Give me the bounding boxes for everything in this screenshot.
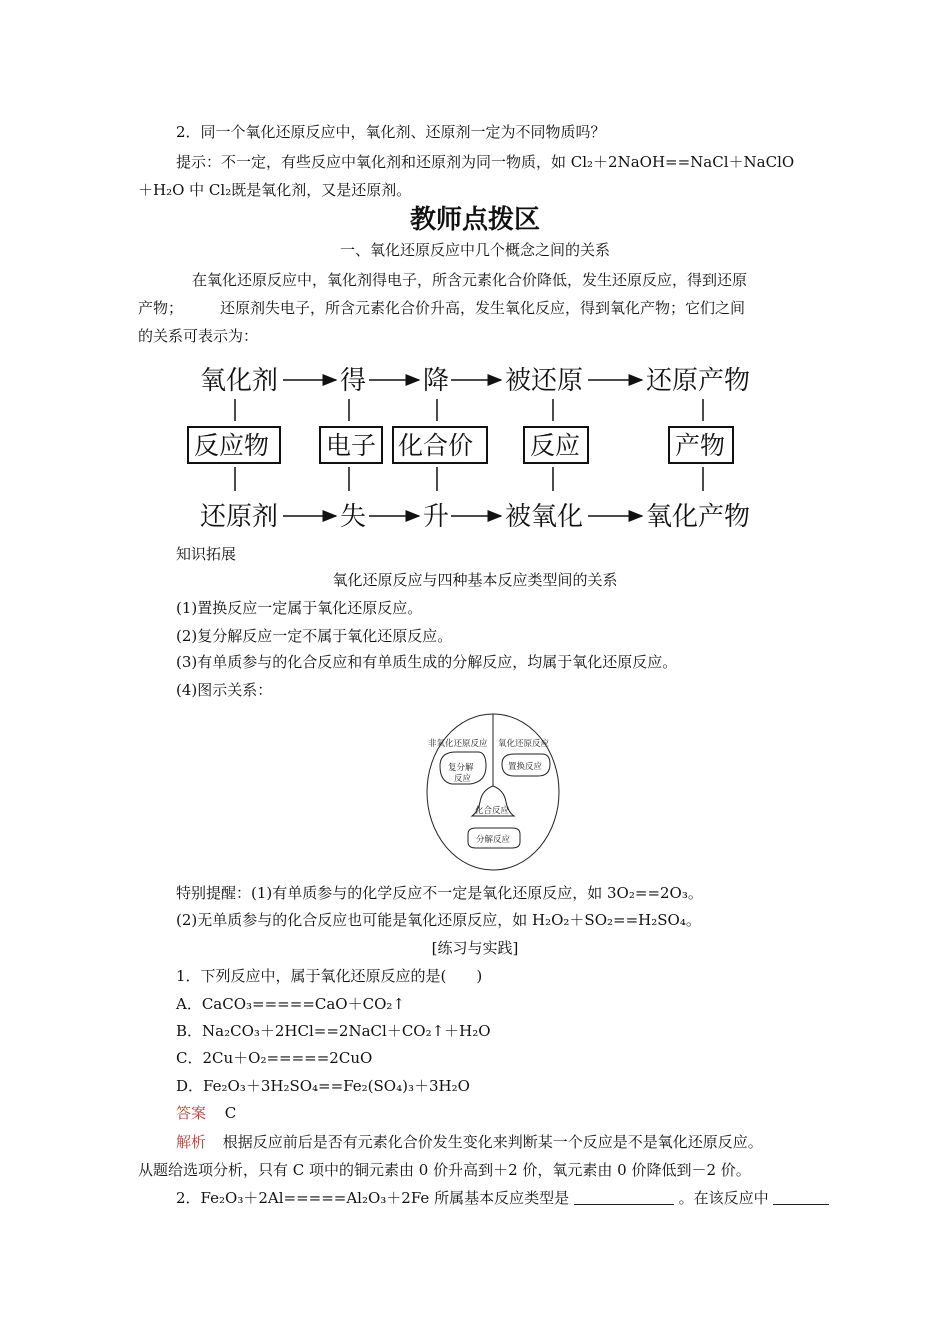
left-eye-label-2: 反应 — [454, 774, 472, 784]
right-arc-label: 氧化还原反应 — [498, 739, 550, 749]
top-label-1: 得 — [340, 366, 367, 396]
box-label-2: 化合价 — [398, 431, 474, 460]
right-eye-label: 置换反应 — [508, 762, 543, 772]
expansion-item: (2)复分解反应一定不属于氧化还原反应。 — [176, 627, 453, 645]
expansion-item: (1)置换反应一定属于氧化还原反应。 — [176, 599, 423, 617]
q1-option: A．CaCO₃=====CaO＋CO₂↑ — [176, 995, 405, 1013]
top-label-0: 氧化剂 — [200, 366, 279, 396]
note-line1: 特别提醒：(1)有单质参与的化学反应不一定是氧化还原反应，如 3O₂==2O₃。 — [176, 884, 703, 902]
top-label-4: 还原产物 — [646, 366, 751, 396]
q1-analysis-line2: 从题给选项分析，只有 C 项中的铜元素由 0 价升高到＋2 价，氧元素由 0 价降低到－2 价。 — [138, 1161, 751, 1179]
bottom-label-3: 被氧化 — [505, 502, 584, 532]
q1-option: B．Na₂CO₃＋2HCl==2NaCl＋CO₂↑＋H₂O — [176, 1022, 491, 1040]
bottom-label-2: 升 — [423, 502, 450, 532]
top-label-2: 降 — [423, 366, 450, 396]
expansion-label: 知识拓展 — [176, 545, 237, 563]
section-title: 教师点拨区 — [409, 205, 540, 235]
expansion-title: 氧化还原反应与四种基本反应类型间的关系 — [332, 571, 618, 589]
face-diagram — [418, 708, 568, 874]
prev-hint-line2: ＋H₂O 中 Cl₂既是氧化剂，又是还原剂。 — [138, 181, 412, 199]
q2-blank-2[interactable] — [773, 1190, 829, 1205]
q2-stem-a: 2．Fe₂O₃＋2Al=====Al₂O₃＋2Fe 所属基本反应类型是 — [176, 1189, 570, 1207]
box-label-3: 反应 — [530, 431, 581, 460]
bottom-label-0: 还原剂 — [200, 502, 279, 532]
q1-option: D．Fe₂O₃＋3H₂SO₄==Fe₂(SO₄)₃＋3H₂O — [176, 1077, 470, 1095]
q1-stem: 1．下列反应中，属于氧化还原反应的是( ) — [176, 967, 483, 985]
answer-value: C — [224, 1104, 237, 1122]
top-label-3: 被还原 — [505, 366, 584, 396]
box-label-0: 反应物 — [194, 431, 270, 460]
section-subtitle: 一、氧化还原反应中几个概念之间的关系 — [339, 241, 610, 259]
practice-title: [练习与实践] — [431, 939, 519, 957]
analysis-text: 根据反应前后是否有元素化合价发生变化来判断某一个反应是不是氧化还原反应。 — [222, 1133, 763, 1151]
mouth-label: 分解反应 — [476, 835, 511, 845]
q1-option: C．2Cu＋O₂=====2CuO — [176, 1049, 373, 1067]
q2-stem — [176, 1188, 829, 1208]
expansion-item: (4)图示关系： — [176, 681, 273, 699]
q1-analysis-line1 — [176, 1132, 763, 1152]
bottom-label-1: 失 — [340, 502, 367, 532]
analysis-label: 解析 — [176, 1133, 207, 1151]
prev-question: 2．同一个氧化还原反应中，氧化剂、还原剂一定为不同物质吗？ — [176, 123, 606, 141]
prev-hint-line1: 提示：不一定，有些反应中氧化剂和还原剂为同一物质，如 Cl₂＋2NaOH==NaCl＋NaClO — [176, 153, 795, 171]
box-label-1: 电子 — [326, 431, 377, 460]
left-eye-label-1: 复分解 — [448, 763, 474, 773]
intro-line2a: 产物； — [138, 299, 184, 317]
nose-label: 化合反应 — [475, 806, 510, 816]
note-line2: (2)无单质参与的化合反应也可能是氧化还原反应，如 H₂O₂＋SO₂==H₂SO₄。 — [176, 911, 701, 929]
expansion-item: (3)有单质参与的化合反应和有单质生成的分解反应，均属于氧化还原反应。 — [176, 653, 678, 671]
left-arc-label: 非氧化还原反应 — [428, 739, 488, 749]
bottom-label-4: 氧化产物 — [646, 502, 751, 532]
q2-stem-b: 。在该反应中 — [678, 1189, 769, 1207]
intro-line1: 在氧化还原反应中，氧化剂得电子，所含元素化合价降低，发生还原反应，得到还原 — [192, 271, 748, 289]
intro-line2b: 还原剂失电子，所含元素化合价升高，发生氧化反应，得到氧化产物；它们之间 — [220, 299, 746, 317]
intro-line3: 的关系可表示为： — [138, 327, 259, 345]
answer-label: 答案 — [176, 1104, 207, 1122]
q1-answer — [176, 1103, 236, 1123]
concept-diagram — [180, 355, 780, 535]
q2-blank-1[interactable] — [574, 1190, 674, 1205]
box-label-4: 产物 — [675, 431, 726, 460]
